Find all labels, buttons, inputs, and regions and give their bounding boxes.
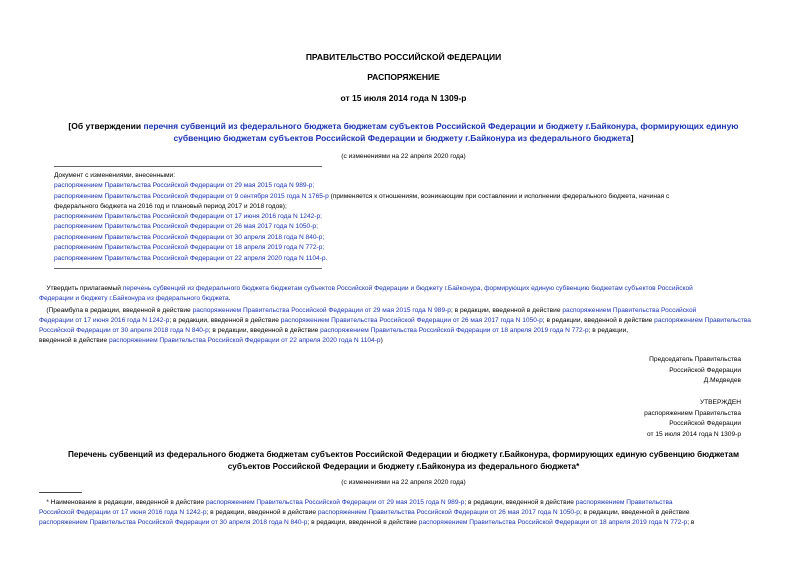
footnote-text: ; в редакции, введенной в действие: [206, 509, 318, 516]
preamble-link[interactable]: Российской Федерации от 30 апреля 2018 года N 840-р: [39, 327, 209, 334]
doc-type-heading: РАСПОРЯЖЕНИЕ: [367, 72, 440, 82]
preamble-link[interactable]: распоряжением Правительства Российской Федерации от 29 мая 2015 года N 989-р: [192, 307, 451, 314]
footnote: [39, 498, 768, 528]
preamble-text: ; в редакции, введенной в действие: [169, 317, 281, 324]
footnote-divider: [39, 492, 82, 493]
modification-link[interactable]: распоряжением Правительства Российской Федерации от 18 апреля 2019 года N 772-р;: [54, 244, 325, 251]
preamble-text: ; в редакции, введенной в действие: [450, 307, 563, 314]
footnote-link[interactable]: Российской Федерации от 17 июня 2016 года N 1242-р: [39, 509, 207, 516]
preamble-link[interactable]: распоряжением Правительства Российской Федерации от 26 мая 2017 года N 1050-р: [280, 317, 543, 324]
footnote-text: ; в: [687, 519, 695, 526]
preamble-text: введенной в действие: [39, 337, 109, 344]
modification-link[interactable]: распоряжением Правительства Российской Федерации от 22 апреля 2020 года N 1104-р.: [54, 255, 328, 262]
preamble-link[interactable]: распоряжением Правительства Российской Федерации от 18 апреля 2019 года N 772-р: [320, 327, 589, 334]
approved-label: УТВЕРЖДЕН: [699, 399, 741, 406]
approve-text: Утвердить прилагаемый: [46, 285, 123, 292]
approved-block: [644, 398, 741, 440]
changes-note: (с изменениями на 22 апреля 2020 года): [341, 153, 466, 160]
modification-link[interactable]: распоряжением Правительства Российской Федерации от 26 мая 2017 года N 1050-р;: [54, 223, 318, 230]
approve-paragraph: [39, 284, 768, 304]
title-suffix: ]: [630, 133, 634, 143]
modification-item-2: [54, 192, 768, 212]
approve-link[interactable]: перечень субвенций из федерального бюджета бюджетам субъектов Российской Федерации и бюджету г.Байконура, формирующих единую субвенцию бюджетам субъектов Российской: [122, 285, 693, 292]
approve-link-cont[interactable]: Федерации и бюджету г.Байконура из федерального бюджета: [39, 295, 229, 302]
list-title: [0, 449, 807, 473]
footnote-link[interactable]: распоряжением Правительства Российской Федерации от 29 мая 2015 года N 989-р: [205, 499, 465, 506]
approved-by: распоряжением Правительства: [644, 409, 741, 417]
approved-country: Российской Федерации: [669, 420, 741, 427]
footnote-text: ; в редакции, введенной в действие: [307, 519, 419, 526]
list-title-line2: субъектов Российской Федерации и бюджету г.Байконура из федерального бюджета*: [227, 462, 580, 471]
footnote-text: * Наименование в редакции, введенной в действие: [46, 499, 206, 506]
list-changes-note: (с изменениями на 22 апреля 2020 года): [341, 479, 466, 486]
modifications-heading: Документ с изменениями, внесенными:: [54, 172, 176, 179]
modification-link[interactable]: распоряжением Правительства Российской Федерации от 30 апреля 2018 года N 840-р;: [54, 234, 325, 241]
signature-block: [649, 355, 741, 387]
title-link-cont[interactable]: субвенцию бюджетам субъектов Российской Федерации и бюджету г.Байконура из федерального бюджета: [173, 133, 631, 143]
modification-link[interactable]: распоряжением Правительства Российской Федерации от 29 мая 2015 года N 989-р;: [54, 182, 315, 189]
list-title-line1: Перечень субвенций из федерального бюджета бюджетам субъектов Российской Федерации и бюджету г.Байконура, формирующих единую субвенцию бюджетам: [67, 450, 739, 459]
divider-bottom: [54, 268, 322, 269]
title-link[interactable]: перечня субвенций из федерального бюджета бюджетам субъектов Российской Федерации и бюджету г.Байконура, формирующих единую: [143, 121, 739, 131]
footnote-link[interactable]: распоряжением Правительства Российской Федерации от 30 апреля 2018 года N 840-р: [39, 519, 308, 526]
footnote-text: ; в редакции, введенной в действие: [464, 499, 576, 506]
footnote-link[interactable]: распоряжением Правительства: [575, 499, 673, 506]
preamble-paragraph: [39, 306, 768, 346]
title-prefix: [Об утверждении: [68, 121, 144, 131]
divider-top: [54, 166, 322, 167]
preamble-text: (Преамбула в редакции, введенной в действие: [46, 307, 193, 314]
preamble-text: ; в редакции, введенной в действие: [208, 327, 321, 334]
preamble-link[interactable]: Федерации от 17 июня 2016 года N 1242-р: [39, 317, 170, 324]
signature-name: Д.Медведев: [703, 377, 741, 384]
modification-note: (применяется к отношениям, возникающим при составлении и исполнении федерального бюджета, начиная с: [328, 193, 670, 200]
preamble-text: ; в редакции,: [588, 327, 629, 334]
modification-note-cont: федерального бюджета на 2016 год и плановый период 2017 и 2018 годов);: [54, 203, 287, 210]
preamble-link[interactable]: распоряжением Правительства Российской: [562, 307, 697, 314]
preamble-text: ): [380, 337, 383, 344]
approve-end: .: [228, 295, 231, 302]
footnote-link[interactable]: распоряжением Правительства Российской Федерации от 18 апреля 2019 года N 772-р: [418, 519, 688, 526]
date-number: от 15 июля 2014 года N 1309-р: [340, 93, 467, 103]
document-title: [0, 120, 807, 144]
footnote-link[interactable]: распоряжением Правительства Российской Федерации от 26 мая 2017 года N 1050-р: [317, 509, 580, 516]
signature-country: Российской Федерации: [669, 366, 741, 374]
footnote-text: ; в редакции, введенной в действие: [579, 509, 690, 516]
org-heading: ПРАВИТЕЛЬСТВО РОССИЙСКОЙ ФЕДЕРАЦИИ: [305, 52, 502, 62]
approved-date: от 15 июля 2014 года N 1309-р: [646, 430, 741, 438]
signature-position: Председатель Правительства: [649, 356, 741, 363]
preamble-link[interactable]: распоряжением Правительства Российской Федерации от 22 апреля 2020 года N 1104-р: [108, 337, 381, 344]
preamble-text: ; в редакции, введенной в действие: [542, 317, 655, 324]
modification-link[interactable]: распоряжением Правительства Российской Федерации от 9 сентября 2015 года N 1765-р: [54, 193, 329, 200]
preamble-link[interactable]: распоряжением Правительства: [654, 317, 751, 324]
modification-link[interactable]: распоряжением Правительства Российской Федерации от 17 июня 2016 года N 1242-р;: [54, 213, 322, 220]
